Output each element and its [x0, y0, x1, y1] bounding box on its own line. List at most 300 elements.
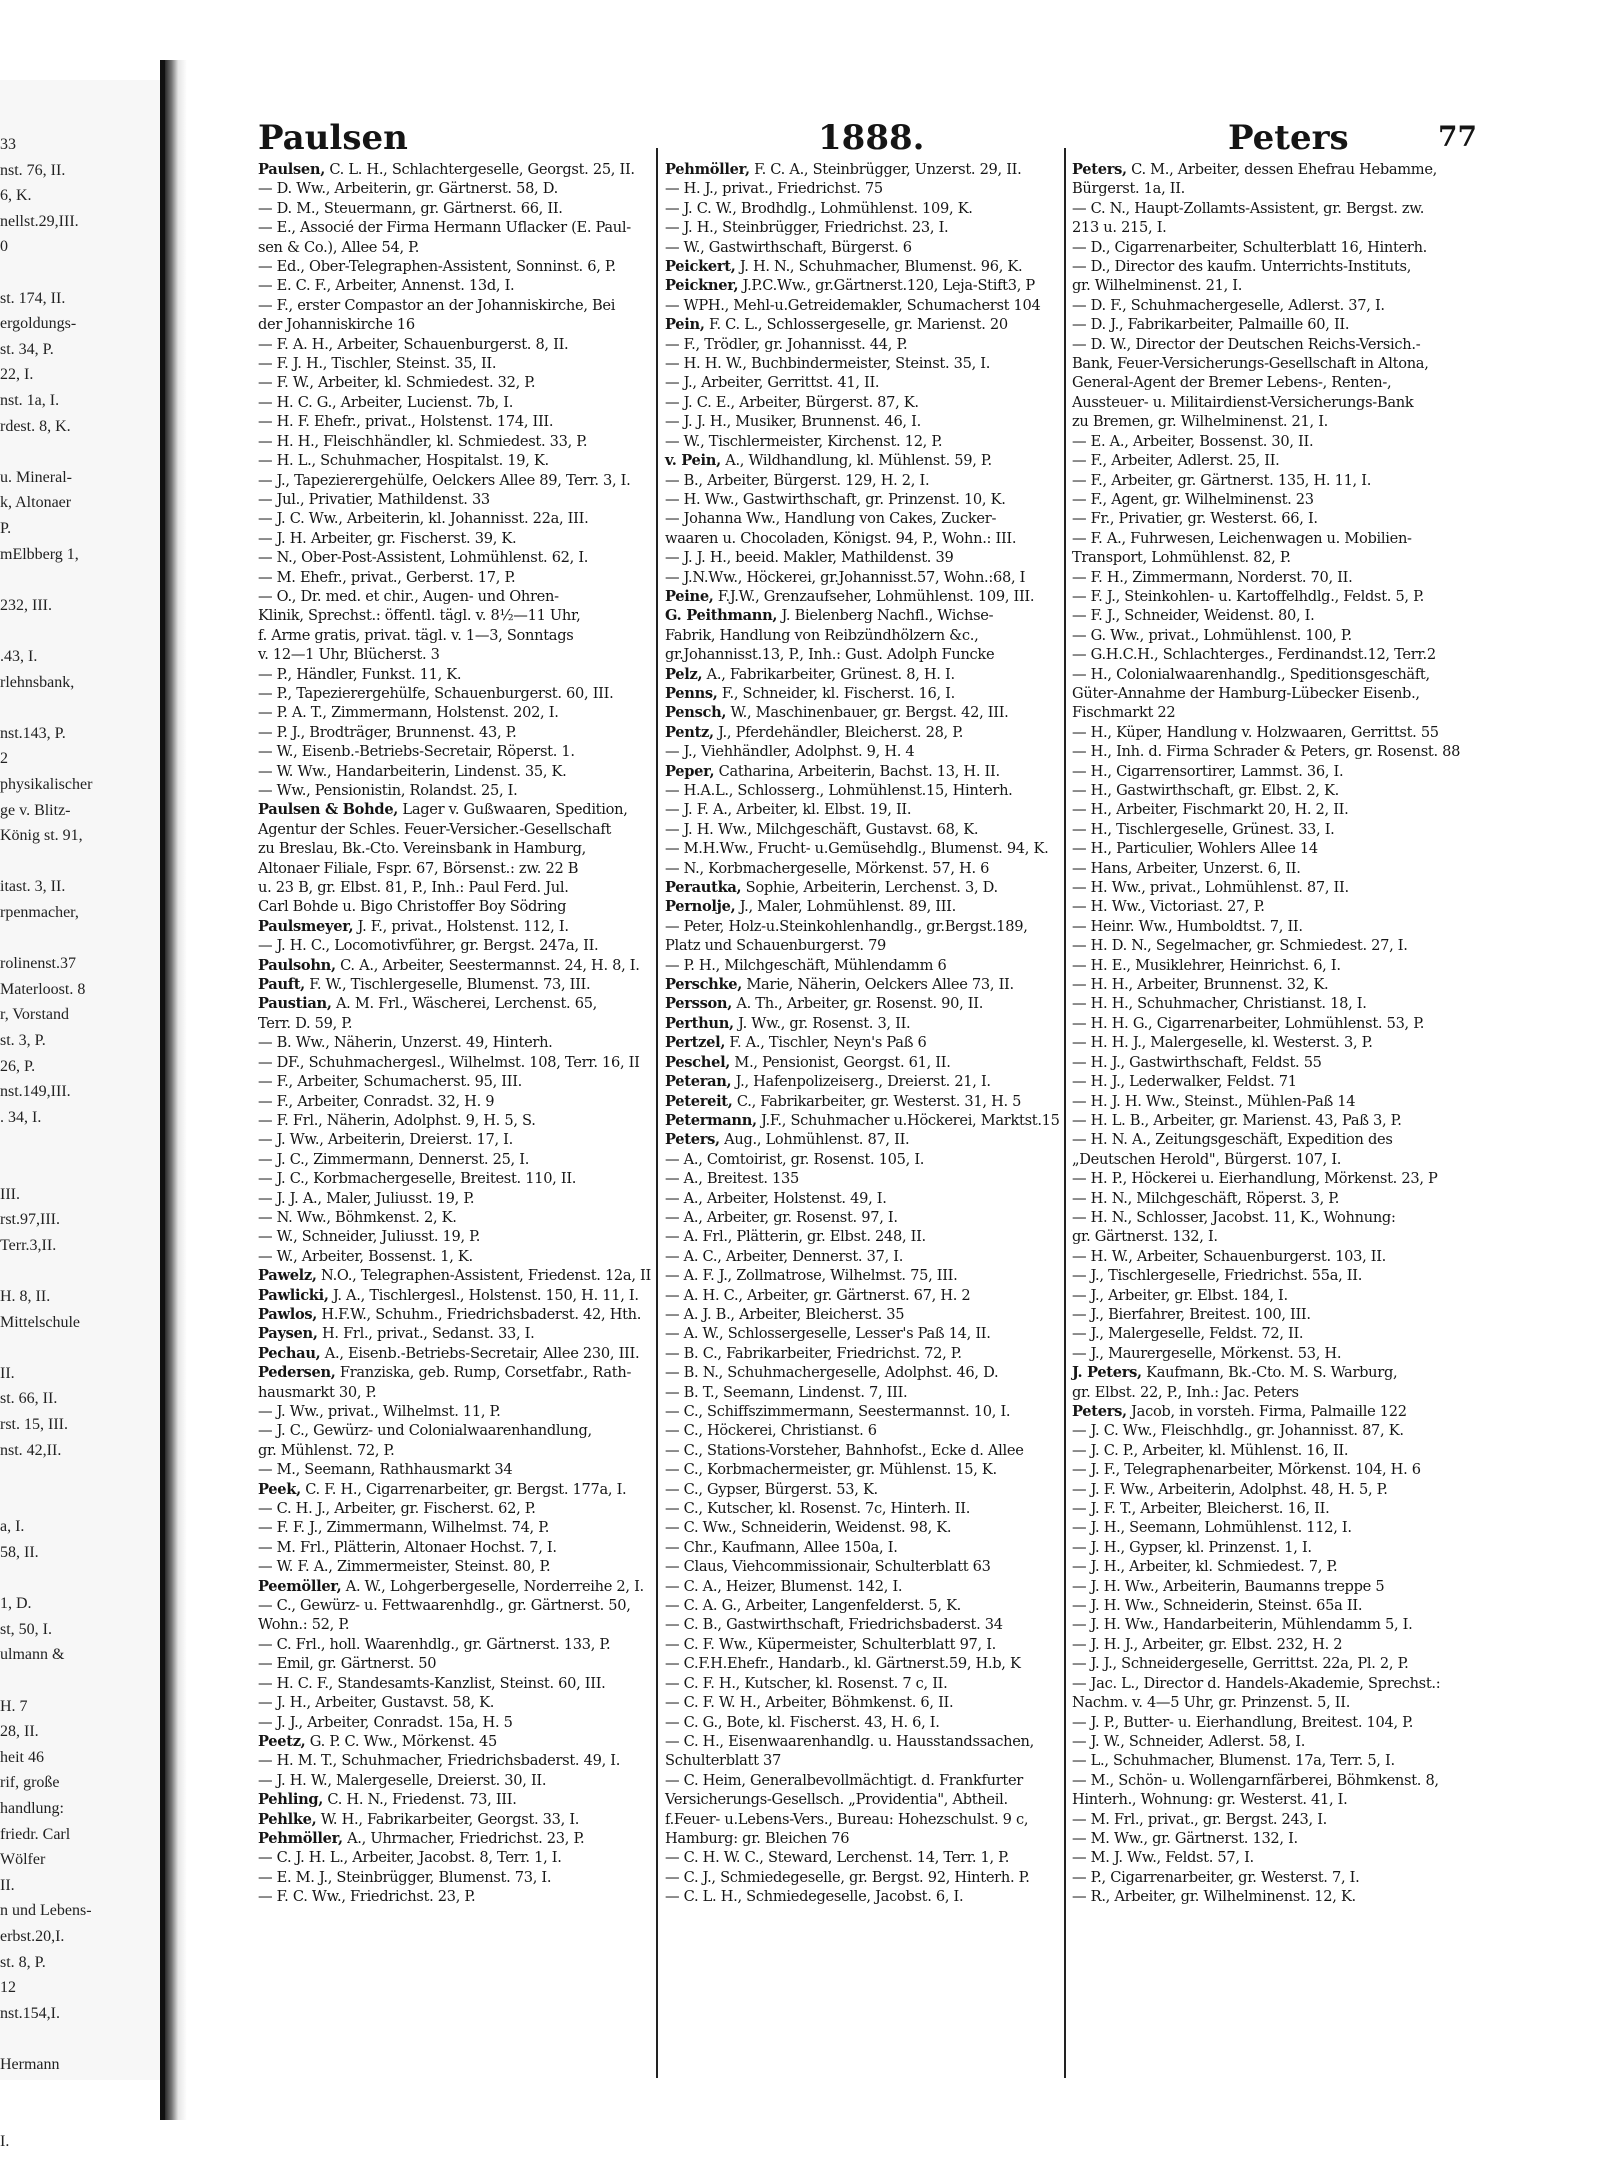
directory-entry: — J. C., Korbmachergeselle, Breitest. 110, II.: [258, 1170, 577, 1188]
directory-entry: — F. Frl., Näherin, Adolphst. 9, H. 5, S.: [258, 1111, 536, 1129]
directory-entry: — J. F. Ww., Arbeiterin, Adolphst. 48, H. 5, P.: [1072, 1480, 1388, 1498]
directory-entry: — H. J., Lederwalker, Feldst. 71: [1072, 1073, 1297, 1091]
left-page-line: st. 3, P.: [0, 1032, 46, 1049]
directory-entry: — C.F.H.Ehefr., Handarb., kl. Gärtnerst.59, H.b, K: [665, 1655, 1021, 1673]
directory-entry: gr.Johannisst.13, P., Inh.: Gust. Adolph Funcke: [665, 646, 995, 664]
directory-entry: Peper, Catharina, Arbeiterin, Bachst. 13, H. II.: [665, 762, 1000, 780]
left-page-line: st. 66, II.: [0, 1390, 58, 1408]
directory-entry: — J. H. Ww., Milchgeschäft, Gustavst. 68, K.: [665, 820, 979, 838]
directory-entry: Peters, Aug., Lohmühlenst. 87, II.: [665, 1131, 910, 1149]
directory-entry: — A., Breitest. 135: [665, 1170, 799, 1188]
left-page-line: rst.97,III.: [0, 1211, 60, 1229]
left-page-line: nellst.29,III.: [0, 212, 79, 230]
directory-entry: J. Peters, Kaufmann, Bk.-Cto. M. S. Warburg,: [1072, 1364, 1398, 1382]
left-page-line: 28, II.: [0, 1723, 39, 1741]
directory-entry: Pelz, A., Fabrikarbeiter, Grünest. 8, H. I.: [665, 665, 955, 683]
column-rule: [656, 148, 658, 2078]
directory-entry: Peickert, J. H. N., Schuhmacher, Blumenst. 96, K.: [665, 258, 1023, 276]
directory-entry: — H. M. T., Schuhmacher, Friedrichsbaderst. 49, I.: [258, 1752, 621, 1770]
left-page-line: II.: [0, 1364, 15, 1382]
directory-entry: — WPH., Mehl-u.Getreidemakler, Schumacherst 104: [665, 296, 1041, 314]
directory-entry: — B. T., Seemann, Lindenst. 7, III.: [665, 1383, 908, 1401]
directory-entry: — C. J., Schmiedegeselle, gr. Bergst. 92, Hinterh. P.: [665, 1868, 1030, 1886]
directory-entry: — H., Küper, Handlung v. Holzwaaren, Gerrittst. 55: [1072, 723, 1439, 741]
directory-entry: — Hans, Arbeiter, Unzerst. 6, II.: [1072, 859, 1301, 877]
directory-entry: Pehmöller, F. C. A., Steinbrügger, Unzerst. 29, II.: [665, 161, 1022, 178]
directory-entry: — C., Stations-Vorsteher, Bahnhofst., Ecke d. Allee: [665, 1441, 1024, 1459]
directory-entry: — J.N.Ww., Höckerei, gr.Johannisst.57, Wohn.:68, I: [665, 568, 1026, 586]
directory-entry: v. Pein, A., Wildhandlung, kl. Mühlenst. 59, P.: [665, 452, 992, 470]
directory-entry: — E., Associé der Firma Hermann Uflacker (E. Paul-: [258, 219, 631, 237]
directory-entry: — J. P., Butter- u. Eierhandlung, Breitest. 104, P.: [1072, 1713, 1414, 1731]
directory-entry: Fischmarkt 22: [1072, 704, 1176, 722]
left-page-line: 2: [0, 750, 8, 768]
directory-entry: Pedersen, Franziska, geb. Rump, Corsetfabr., Rath-: [258, 1364, 632, 1382]
directory-entry: Peschel, M., Pensionist, Georgst. 61, II.: [665, 1053, 951, 1071]
directory-entry: Paulsen & Bohde, Lager v. Gußwaaren, Spedition,: [258, 801, 628, 819]
directory-entry: Agentur der Schles. Feuer-Versicher.-Gesellschaft: [258, 820, 612, 838]
directory-entry: — D. W., Director der Deutschen Reichs-Versich.-: [1072, 335, 1421, 353]
directory-entry: — J. H. Ww., Arbeiterin, Baumanns treppe 5: [1072, 1577, 1385, 1595]
directory-entry: — D. J., Fabrikarbeiter, Palmaille 60, II.: [1072, 316, 1350, 334]
book-gutter: [165, 60, 187, 2120]
directory-entry: — Johanna Ww., Handlung von Cakes, Zucker-: [665, 510, 997, 528]
directory-entry: — J. H. J., Arbeiter, gr. Elbst. 232, H. 2: [1072, 1635, 1343, 1653]
directory-entry: — E. C. F., Arbeiter, Annenst. 13d, I.: [258, 277, 515, 295]
left-page-line: rst. 15, III.: [0, 1416, 68, 1433]
left-page-line: rdest. 8, K.: [0, 417, 71, 435]
left-page-line: I.: [0, 2132, 10, 2150]
left-page-line: friedr. Carl: [0, 1825, 71, 1843]
directory-entry: Pein, F. C. L., Schlossergeselle, gr. Marienst. 20: [665, 316, 1008, 334]
directory-entry: — J. H. W., Malergeselle, Dreierst. 30, II.: [258, 1771, 547, 1789]
directory-entry: — R., Arbeiter, gr. Wilhelminenst. 12, K.: [1072, 1888, 1356, 1906]
directory-entry: — DF., Schuhmachergesl., Wilhelmst. 108, Terr. 16, II: [258, 1053, 640, 1071]
left-page-line: st. 174, II.: [0, 289, 66, 307]
directory-entry: — F., Agent, gr. Wilhelminenst. 23: [1072, 490, 1314, 508]
directory-entry: — A. J. B., Arbeiter, Bleicherst. 35: [665, 1305, 905, 1323]
directory-column-2: [665, 160, 1065, 2120]
left-page-line: mElbberg 1,: [0, 545, 79, 563]
directory-entry: — C., Kutscher, kl. Rosenst. 7c, Hinterh. II.: [665, 1500, 971, 1518]
directory-entry: — J. H., Arbeiter, Gustavst. 58, K.: [258, 1694, 495, 1712]
directory-entry: — F. J., Steinkohlen- u. Kartoffelhdlg., Feldst. 5, P.: [1072, 587, 1425, 605]
directory-entry: — H. W., Arbeiter, Schauenburgerst. 103, II.: [1072, 1247, 1387, 1265]
left-page-line: 12: [0, 1979, 16, 1997]
directory-entry: — J. H., Gypser, kl. Prinzenst. 1, I.: [1072, 1538, 1312, 1556]
left-page-line: [0, 853, 165, 879]
directory-entry: — C. H. J., Arbeiter, gr. Fischerst. 62, P.: [258, 1500, 536, 1518]
directory-entry: — H. Ww., privat., Lohmühlenst. 87, II.: [1072, 879, 1349, 897]
directory-entry: — J. H. Ww., Schneiderin, Steinst. 65a II.: [1072, 1597, 1363, 1615]
directory-entry: — Peter, Holz-u.Steinkohlenhandlg., gr.Bergst.189,: [665, 917, 1028, 935]
directory-entry: G. Peithmann, J. Bielenberg Nachfl., Wichse-: [665, 607, 994, 625]
left-page-line: [0, 1134, 165, 1160]
directory-entry: — P. H., Milchgeschäft, Mühlendamm 6: [665, 956, 947, 974]
directory-entry: — Fr., Privatier, gr. Westerst. 66, I.: [1072, 510, 1318, 528]
directory-entry: — F., Arbeiter, Conradst. 32, H. 9: [258, 1092, 495, 1110]
directory-entry: Transport, Lohmühlenst. 82, P.: [1072, 549, 1291, 567]
directory-entry: — C. N., Haupt-Zollamts-Assistent, gr. Bergst. zw.: [1072, 199, 1425, 217]
directory-entry: — F., erster Compastor an der Johanniskirche, Bei: [258, 296, 616, 314]
directory-entry: — H., Inh. d. Firma Schrader & Peters, gr. Rosenst. 88: [1072, 743, 1461, 761]
directory-entry: — J. C., Gewürz- und Colonialwaarenhandlung,: [258, 1422, 592, 1440]
directory-entry: Pertzel, F. A., Tischler, Neyn's Paß 6: [665, 1034, 927, 1052]
directory-entry: Hamburg: gr. Bleichen 76: [665, 1829, 850, 1847]
directory-entry: — E. M. J., Steinbrügger, Blumenst. 73, I.: [258, 1868, 552, 1886]
directory-entry: — A. Frl., Plätterin, gr. Elbst. 248, II.: [665, 1228, 926, 1246]
directory-entry: — F. J. H., Tischler, Steinst. 35, II.: [258, 355, 497, 373]
directory-entry: — H., Tischlergeselle, Grünest. 33, I.: [1072, 820, 1335, 838]
directory-entry: — Heinr. Ww., Humboldtst. 7, II.: [1072, 917, 1303, 935]
directory-entry: — H. J., Gastwirthschaft, Feldst. 55: [1072, 1053, 1322, 1071]
directory-entry: Perautka, Sophie, Arbeiterin, Lerchenst. 3, D.: [665, 879, 998, 897]
directory-entry: gr. Mühlenst. 72, P.: [258, 1441, 395, 1459]
directory-entry: — F., Arbeiter, Adlerst. 25, II.: [1072, 452, 1280, 470]
directory-entry: — P., Cigarrenarbeiter, gr. Westerst. 7, I.: [1072, 1868, 1360, 1886]
directory-entry: — F. J., Schneider, Weidenst. 80, I.: [1072, 607, 1315, 625]
directory-entry: — H. N. A., Zeitungsgeschäft, Expedition des: [1072, 1131, 1393, 1149]
directory-entry: — Claus, Viehcommissionair, Schulterblatt 63: [665, 1558, 991, 1576]
directory-entry: — H. H., Arbeiter, Brunnenst. 32, K.: [1072, 976, 1329, 994]
directory-entry: — M. Ehefr., privat., Gerberst. 17, P.: [258, 568, 516, 586]
directory-entry: — F., Arbeiter, Schumacherst. 95, III.: [258, 1073, 523, 1091]
left-page-line: nst. 1a, I.: [0, 392, 60, 409]
directory-entry: — H. N., Schlosser, Jacobst. 11, K., Wohnung:: [1072, 1208, 1396, 1226]
directory-entry: Güter-Annahme der Hamburg-Lübecker Eisenb.,: [1072, 684, 1420, 702]
directory-entry: Pechau, A., Eisenb.-Betriebs-Secretair, Allee 230, III.: [258, 1344, 640, 1362]
directory-entry: Petereit, C., Fabrikarbeiter, gr. Westerst. 31, H. 5: [665, 1092, 1022, 1110]
directory-entry: Penns, F., Schneider, kl. Fischerst. 16, I.: [665, 684, 955, 702]
page-header: [248, 118, 1488, 164]
directory-entry: Pawlos, H.F.W., Schuhm., Friedrichsbaderst. 42, Hth.: [258, 1305, 642, 1323]
directory-entry: — J., Tapezierergehülfe, Oelckers Allee 89, Terr. 3, I.: [258, 471, 631, 489]
directory-entry: — H., Cigarrensortirer, Lammst. 36, I.: [1072, 762, 1344, 780]
directory-entry: — Ww., Pensionistin, Rolandst. 25, I.: [258, 782, 518, 799]
directory-entry: Perthun, J. Ww., gr. Rosenst. 3, II.: [665, 1014, 911, 1032]
directory-entry: gr. Elbst. 22, P., Inh.: Jac. Peters: [1072, 1383, 1299, 1401]
left-page-line: ulmann &: [0, 1646, 65, 1664]
directory-entry: — J., Bierfahrer, Breitest. 100, III.: [1072, 1305, 1311, 1323]
directory-entry: — J. J. H., beeid. Makler, Mathildenst. 39: [665, 549, 954, 567]
left-page-line: Materloost. 8: [0, 980, 86, 998]
directory-entry: — C. L. H., Schmiedegeselle, Jacobst. 6, I.: [665, 1888, 964, 1906]
directory-entry: — P., Händler, Funkst. 11, K.: [258, 665, 462, 683]
directory-entry: — A. H. C., Arbeiter, gr. Gärtnerst. 67, H. 2: [665, 1286, 971, 1304]
directory-entry: — Emil, gr. Gärtnerst. 50: [258, 1655, 437, 1673]
directory-entry: — J. H. Arbeiter, gr. Fischerst. 39, K.: [258, 529, 517, 547]
directory-entry: u. 23 B, gr. Elbst. 81, P., Inh.: Paul Ferd. Jul.: [258, 879, 569, 897]
left-page-line: [0, 1570, 165, 1596]
left-page-line: Mittelschule: [0, 1313, 80, 1331]
directory-entry: — M. Ww., gr. Gärtnerst. 132, I.: [1072, 1829, 1298, 1847]
directory-entry: Versicherungs-Gesellsch. „Providentia", Abtheil.: [665, 1791, 1008, 1809]
directory-entry: — B. Ww., Näherin, Unzerst. 49, Hinterh.: [258, 1034, 553, 1052]
left-page-fragment: [0, 80, 165, 2150]
directory-entry: — C., Schiffszimmermann, Seestermannst. 10, I.: [665, 1403, 1011, 1420]
directory-entry: — C. Frl., holl. Waarenhdlg., gr. Gärtnerst. 133, P.: [258, 1635, 611, 1653]
directory-entry: Paustian, A. M. Frl., Wäscherei, Lerchenst. 65,: [258, 995, 598, 1013]
left-page-line: r, Vorstand: [0, 1006, 69, 1024]
directory-entry: — C. H., Eisenwaarenhandlg. u. Hausstandssachen,: [665, 1732, 1034, 1750]
page-number: 77: [1438, 120, 1477, 153]
directory-entry: — J. C. Ww., Arbeiterin, kl. Johannisst. 22a, III.: [258, 510, 589, 528]
directory-entry: — D., Director des kaufm. Unterrichts-Instituts,: [1072, 258, 1412, 276]
directory-entry: Paulsohn, C. A., Arbeiter, Seestermannst. 24, H. 8, I.: [258, 956, 640, 974]
directory-entry: — W., Gastwirthschaft, Bürgerst. 6: [665, 238, 912, 256]
directory-entry: — A. C., Arbeiter, Dennerst. 37, I.: [665, 1247, 904, 1265]
left-page-line: nst. 42,II.: [0, 1441, 62, 1459]
left-page-line: 22, I.: [0, 366, 34, 384]
directory-entry: — Chr., Kaufmann, Allee 150a, I.: [665, 1538, 898, 1556]
left-page-line: 33: [0, 136, 16, 153]
left-page-line: rolinenst.37: [0, 955, 76, 973]
directory-entry: — J. H. C., Locomotivführer, gr. Bergst. 247a, II.: [258, 937, 599, 955]
directory-entry: — H., Particulier, Wohlers Allee 14: [1072, 840, 1318, 858]
left-page-line: [0, 264, 165, 290]
directory-entry: — C. F. W. H., Arbeiter, Böhmkenst. 6, II.: [665, 1694, 954, 1712]
directory-entry: — H. L. B., Arbeiter, gr. Marienst. 43, Paß 3, P.: [1072, 1111, 1402, 1129]
left-page-line: [0, 2082, 165, 2108]
directory-entry: waaren u. Chocoladen, Königst. 94, P., Wohn.: III.: [665, 529, 1017, 547]
directory-entry: Altonaer Filiale, Fspr. 67, Börsenst.: zw. 22 B: [258, 859, 579, 877]
directory-entry: — H. H., Schuhmacher, Christianst. 18, I.: [1072, 995, 1367, 1013]
directory-entry: Bürgerst. 1a, II.: [1072, 180, 1186, 198]
directory-entry: — H. Ww., Gastwirthschaft, gr. Prinzenst. 10, K.: [665, 490, 1006, 508]
directory-entry: — J. C. Ww., Fleischhdlg., gr. Johannisst. 87, K.: [1072, 1422, 1404, 1440]
left-page-line: Wölfer: [0, 1851, 46, 1869]
directory-entry: — B., Arbeiter, Bürgerst. 129, H. 2, I.: [665, 471, 930, 489]
left-page-line: 232, III.: [0, 596, 52, 614]
directory-entry: — H. H. G., Cigarrenarbeiter, Lohmühlenst. 53, P.: [1072, 1014, 1425, 1032]
directory-entry: — H. F. Ehefr., privat., Holstenst. 174, III.: [258, 413, 554, 431]
directory-entry: — J., Arbeiter, Gerrittst. 41, II.: [665, 374, 880, 392]
directory-entry: — J., Viehhändler, Adolphst. 9, H. 4: [665, 743, 915, 761]
left-page-line: k, Altonaer: [0, 494, 72, 512]
left-page-line: III.: [0, 1185, 20, 1203]
directory-entry: — F. A., Fuhrwesen, Leichenwagen u. Mobilien-: [1072, 529, 1412, 547]
left-page-line: [0, 443, 165, 469]
directory-entry: — H. C. F., Standesamts-Kanzlist, Steinst. 60, III.: [258, 1674, 606, 1692]
left-page-line: ge v. Blitz-: [0, 801, 71, 819]
directory-entry: — W., Tischlermeister, Kirchenst. 12, P.: [665, 432, 943, 450]
directory-entry: — C. F. Ww., Küpermeister, Schulterblatt 97, I.: [665, 1635, 997, 1653]
directory-entry: — C. Ww., Schneiderin, Weidenst. 98, K.: [665, 1519, 952, 1537]
left-page-line: u. Mineral-: [0, 468, 72, 486]
directory-entry: — C., Höckerei, Christianst. 6: [665, 1422, 877, 1440]
directory-entry: — J., Arbeiter, gr. Elbst. 184, I.: [1072, 1286, 1288, 1304]
directory-entry: 213 u. 215, I.: [1072, 219, 1167, 237]
directory-entry: — J. F. T., Arbeiter, Bleicherst. 16, II.: [1072, 1500, 1330, 1518]
left-page-line: nst.149,III.: [0, 1083, 71, 1101]
directory-entry: — C. G., Bote, kl. Fischerst. 43, H. 6, I.: [665, 1713, 940, 1731]
left-page-line: [0, 2107, 165, 2133]
directory-entry: — H. J. H. Ww., Steinst., Mühlen-Paß 14: [1072, 1092, 1356, 1110]
left-page-line: H. 8, II.: [0, 1288, 51, 1305]
directory-entry: — D. F., Schuhmachergeselle, Adlerst. 37, I.: [1072, 296, 1385, 314]
directory-entry: Peine, F.J.W., Grenzaufseher, Lohmühlenst. 109, III.: [665, 587, 1035, 605]
directory-entry: — H. H., Fleischhändler, kl. Schmiedest. 33, P.: [258, 432, 588, 450]
left-page-line: rpenmacher,: [0, 904, 79, 921]
directory-entry: — M. Frl., privat., gr. Bergst. 243, I.: [1072, 1810, 1327, 1828]
directory-entry: — J. C. W., Brodhdlg., Lohmühlenst. 109, K.: [665, 199, 973, 217]
directory-entry: — N., Ober-Post-Assistent, Lohmühlenst. 62, I.: [258, 549, 589, 567]
directory-entry: — Jac. L., Director d. Handels-Akademie, Sprechst.:: [1072, 1674, 1441, 1692]
directory-entry: — J. H. Ww., Handarbeiterin, Mühlendamm 5, I.: [1072, 1616, 1413, 1634]
directory-entry: — H. D. N., Segelmacher, gr. Schmiedest. 27, I.: [1072, 937, 1408, 955]
header-year: 1888.: [818, 118, 925, 158]
directory-entry: — J. Ww., privat., Wilhelmst. 11, P.: [258, 1403, 501, 1420]
directory-entry: Pehlke, W. H., Fabrikarbeiter, Georgst. 33, I.: [258, 1810, 580, 1828]
directory-entry: — J., Maurergeselle, Mörkenst. 53, H.: [1072, 1344, 1342, 1362]
directory-entry: — A., Arbeiter, gr. Rosenst. 97, I.: [665, 1208, 898, 1226]
directory-entry: — J. H., Seemann, Lohmühlenst. 112, I.: [1072, 1519, 1352, 1537]
left-page-line: itast. 3, II.: [0, 878, 66, 896]
directory-entry: — F. C. Ww., Friedrichst. 23, P.: [258, 1888, 476, 1906]
directory-entry: — J. J. A., Maler, Juliusst. 19, P.: [258, 1189, 475, 1207]
directory-entry: Paulsmeyer, J. F., privat., Holstenst. 112, I.: [258, 917, 569, 935]
left-page-line: st. 8, P.: [0, 1953, 46, 1971]
directory-entry: — J. J. H., Musiker, Brunnenst. 46, I.: [665, 413, 921, 431]
directory-entry: f. Arme gratis, privat. tägl. v. 1—3, Sonntags: [258, 626, 574, 644]
left-page-line: . 34, I.: [0, 1108, 42, 1126]
left-page-line: König st. 91,: [0, 827, 83, 845]
directory-entry: Petermann, J.F., Schuhmacher u.Höckerei, Marktst.15: [665, 1111, 1060, 1129]
directory-entry: — C. H. W. C., Steward, Lerchenst. 14, Terr. 1, P.: [665, 1849, 1010, 1867]
left-page-line: Hermann: [0, 2056, 60, 2073]
directory-entry: — C., Korbmachermeister, gr. Mühlenst. 15, K.: [665, 1461, 997, 1479]
directory-entry: — J., Malergeselle, Feldst. 72, II.: [1072, 1325, 1304, 1343]
left-page-line: 58, II.: [0, 1544, 39, 1561]
left-page-line: [0, 622, 165, 648]
directory-entry: Peteran, J., Hafenpolizeiserg., Dreierst. 21, I.: [665, 1073, 991, 1091]
left-page-line: nst. 76, II.: [0, 161, 66, 179]
left-page-line: 0: [0, 238, 8, 256]
left-page-line: erbst.20,I.: [0, 1928, 65, 1945]
directory-entry: Schulterblatt 37: [665, 1752, 781, 1770]
directory-entry: — P. A. T., Zimmermann, Holstenst. 202, I.: [258, 704, 559, 722]
left-page-line: 1, D.: [0, 1595, 32, 1613]
directory-entry: — M. J. Ww., Feldst. 57, I.: [1072, 1849, 1254, 1867]
directory-entry: — F., Arbeiter, gr. Gärtnerst. 135, H. 11, I.: [1072, 471, 1372, 489]
directory-entry: — M.H.Ww., Frucht- u.Gemüsehdlg., Blumenst. 94, K.: [665, 840, 1049, 858]
left-page-line: nst.143, P.: [0, 724, 66, 742]
directory-entry: — W., Eisenb.-Betriebs-Secretair, Röperst. 1.: [258, 743, 575, 761]
directory-entry: Bank, Feuer-Versicherungs-Gesellschaft in Altona,: [1072, 355, 1429, 373]
directory-entry: — H. C. G., Arbeiter, Lucienst. 7b, I.: [258, 393, 514, 411]
directory-entry: „Deutschen Herold", Bürgerst. 107, I.: [1072, 1150, 1342, 1168]
directory-entry: — M. Frl., Plätterin, Altonaer Hochst. 7, I.: [258, 1538, 557, 1556]
directory-entry: — H.A.L., Schlosserg., Lohmühlenst.15, Hinterh.: [665, 782, 1013, 799]
left-page-line: heit 46: [0, 1748, 44, 1766]
left-page-line: a, I.: [0, 1518, 25, 1536]
directory-entry: — F. W., Arbeiter, kl. Schmiedest. 32, P.: [258, 374, 536, 392]
directory-entry: — G. Ww., privat., Lohmühlenst. 100, P.: [1072, 626, 1352, 644]
directory-entry: — O., Dr. med. et chir., Augen- und Ohren-: [258, 587, 559, 605]
directory-entry: — H. Ww., Victoriast. 27, P.: [1072, 898, 1265, 916]
directory-entry: gr. Gärtnerst. 132, I.: [1072, 1228, 1218, 1246]
left-page-line: rif, große: [0, 1774, 60, 1792]
left-page-line: [0, 699, 165, 725]
directory-entry: — F. F. J., Zimmermann, Wilhelmst. 74, P.: [258, 1519, 550, 1537]
directory-entry: — H. L., Schuhmacher, Hospitalst. 19, K.: [258, 452, 549, 470]
directory-entry: — H. N., Milchgeschäft, Röperst. 3, P.: [1072, 1189, 1340, 1207]
directory-entry: — H., Gastwirthschaft, gr. Elbst. 2, K.: [1072, 782, 1339, 799]
directory-entry: v. 12—1 Uhr, Blücherst. 3: [258, 646, 440, 664]
directory-entry: — C. Heim, Generalbevollmächtigt. d. Frankfurter: [665, 1771, 1023, 1789]
directory-entry: — J. W., Schneider, Adlerst. 58, I.: [1072, 1732, 1306, 1750]
left-page-line: rlehnsbank,: [0, 673, 75, 691]
directory-entry: hausmarkt 30, P.: [258, 1383, 377, 1401]
directory-entry: — H. P., Höckerei u. Eierhandlung, Mörkenst. 23, P: [1072, 1170, 1438, 1188]
header-right-word: Peters: [1228, 118, 1349, 158]
directory-entry: — F. A. H., Arbeiter, Schauenburgerst. 8, II.: [258, 335, 569, 353]
left-page-line: [0, 1493, 165, 1519]
directory-entry: Terr. D. 59, P.: [258, 1014, 353, 1032]
directory-entry: Pawlicki, J. A., Tischlergesl., Holstenst. 150, H. 11, I.: [258, 1286, 639, 1304]
directory-entry: — P. J., Brodträger, Brunnenst. 43, P.: [258, 723, 517, 741]
directory-entry: Wohn.: 52, P.: [258, 1616, 350, 1634]
directory-entry: — A., Comtoirist, gr. Rosenst. 105, I.: [665, 1150, 925, 1168]
left-page-line: P.: [0, 520, 12, 537]
directory-entry: — W. Ww., Handarbeiterin, Lindenst. 35, K.: [258, 762, 567, 780]
directory-entry: f.Feuer- u.Lebens-Vers., Bureau: Hohezschulst. 9 c,: [665, 1810, 1029, 1828]
left-page-line: [0, 2030, 165, 2056]
directory-entry: Peters, C. M., Arbeiter, dessen Ehefrau Hebamme,: [1072, 161, 1438, 178]
left-page-line: st, 50, I.: [0, 1620, 52, 1638]
directory-entry: Pentz, J., Pferdehändler, Bleicherst. 28, P.: [665, 723, 964, 741]
directory-entry: — C. A. G., Arbeiter, Langenfelderst. 5, K.: [665, 1597, 962, 1615]
directory-entry: Peemöller, A. W., Lohgerbergeselle, Norderreihe 2, I.: [258, 1577, 644, 1595]
directory-entry: — J. Ww., Arbeiterin, Dreierst. 17, I.: [258, 1131, 513, 1149]
directory-entry: — B. N., Schuhmachergeselle, Adolphst. 46, D.: [665, 1364, 999, 1382]
left-page-line: n und Lebens-: [0, 1902, 92, 1920]
directory-entry: Peek, C. F. H., Cigarrenarbeiter, gr. Bergst. 177a, I.: [258, 1480, 627, 1498]
directory-entry: — P., Tapezierergehülfe, Schauenburgerst. 60, III.: [258, 684, 614, 702]
left-page-line: [0, 1262, 165, 1288]
directory-entry: Pehling, C. H. N., Friedenst. 73, III.: [258, 1791, 517, 1809]
directory-entry: — J. C. P., Arbeiter, kl. Mühlenst. 16, II.: [1072, 1441, 1349, 1459]
directory-entry: — G.H.C.H., Schlachterges., Ferdinandst.12, Terr.2: [1072, 646, 1436, 664]
directory-entry: — J. J., Schneidergeselle, Gerrittst. 22a, Pl. 2, P.: [1072, 1655, 1409, 1673]
directory-entry: Aussteuer- u. Militairdienst-Versicherungs-Bank: [1072, 393, 1414, 411]
directory-entry: — Jul., Privatier, Mathildenst. 33: [258, 490, 490, 508]
directory-entry: sen & Co.), Allee 54, P.: [258, 238, 420, 256]
left-page-line: [0, 1467, 165, 1493]
directory-entry: — H. H. J., Malergeselle, kl. Westerst. 3, P.: [1072, 1034, 1373, 1052]
directory-entry: Pehmöller, A., Uhrmacher, Friedrichst. 23, P.: [258, 1829, 585, 1847]
directory-entry: der Johanniskirche 16: [258, 316, 415, 334]
left-page-line: [0, 1672, 165, 1698]
directory-entry: — C. F. H., Kutscher, kl. Rosenst. 7 c, II.: [665, 1674, 948, 1692]
directory-entry: Persson, A. Th., Arbeiter, gr. Rosenst. 90, II.: [665, 995, 984, 1013]
directory-entry: General-Agent der Bremer Lebens-, Renten-,: [1072, 374, 1392, 392]
directory-column-3: [1072, 160, 1482, 2120]
directory-entry: — J. H., Steinbrügger, Friedrichst. 23, I.: [665, 219, 949, 237]
directory-entry: — W. F. A., Zimmermeister, Steinst. 80, P.: [258, 1558, 551, 1576]
left-page-line: [0, 571, 165, 597]
left-page-line: nst.154,I.: [0, 2004, 60, 2022]
left-page-line: handlung:: [0, 1800, 64, 1817]
directory-entry: gr. Wilhelminenst. 21, I.: [1072, 277, 1243, 295]
left-page-line: st. 34, P.: [0, 340, 54, 358]
directory-entry: — A. W., Schlossergeselle, Lesser's Paß 14, II.: [665, 1325, 991, 1343]
directory-entry: Fabrik, Handlung von Reibzündhölzern &c.,: [665, 626, 979, 644]
directory-entry: Pernolje, J., Maler, Lohmühlenst. 89, III.: [665, 898, 956, 916]
directory-entry: zu Breslau, Bk.-Cto. Vereinsbank in Hamburg,: [258, 840, 586, 858]
directory-entry: — F., Trödler, gr. Johannisst. 44, P.: [665, 335, 908, 353]
directory-entry: — A., Arbeiter, Holstenst. 49, I.: [665, 1189, 887, 1207]
